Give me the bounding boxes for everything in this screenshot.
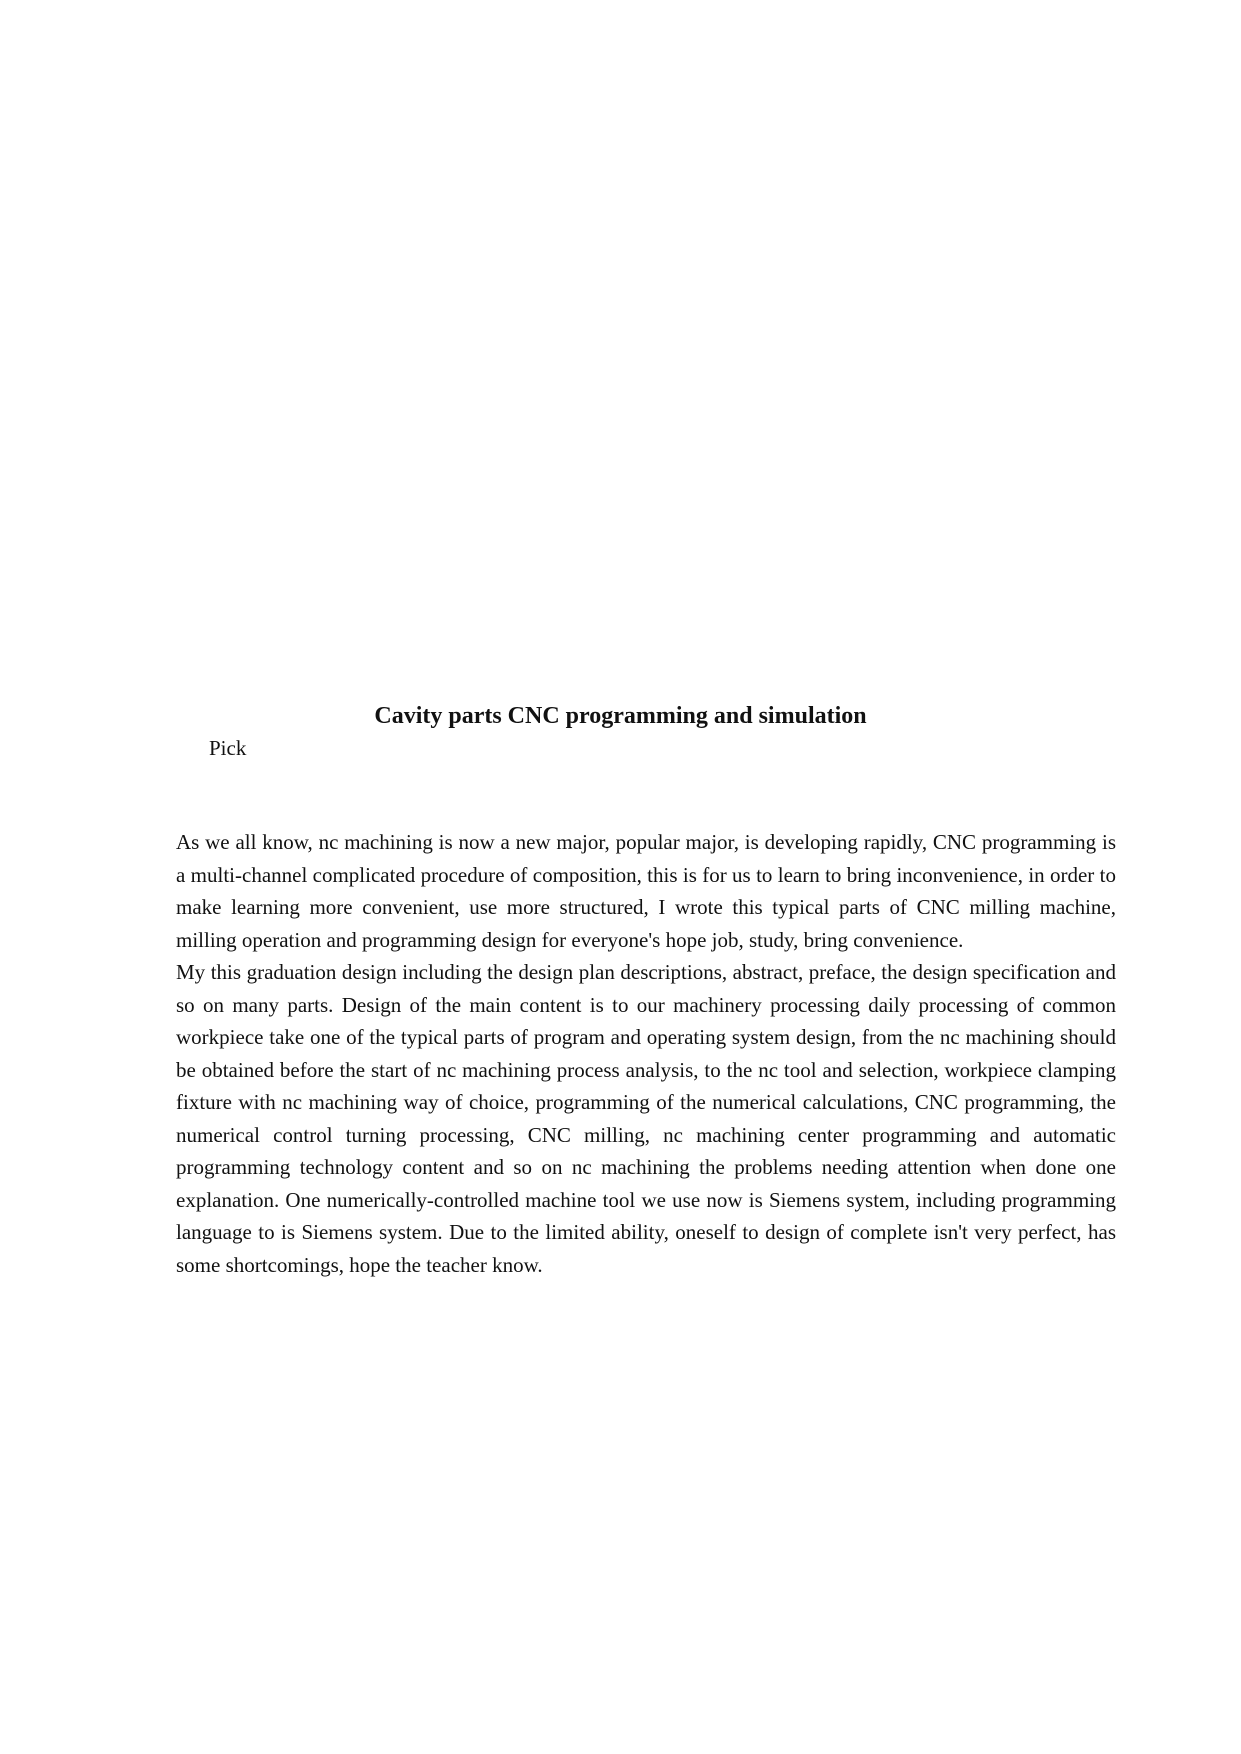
document-subtitle: Pick	[209, 736, 247, 760]
abstract-body	[176, 826, 1116, 1281]
abstract-paragraph-1: As we all know, nc machining is now a new major, popular major, is developing rapidly, CNC programming is a multi-channel complicated procedure of composition, this is for us to learn to bring inconvenience, in order to make learning more convenient, use more structured, I wrote this typical parts of CNC milling machine, milling operation and programming design for everyone's hope job, study, bring convenience.	[176, 830, 1116, 952]
document-title: Cavity parts CNC programming and simulation	[374, 703, 867, 729]
abstract-paragraph-2: My this graduation design including the design plan descriptions, abstract, preface, the design specification and so on many parts. Design of the main content is to our machinery processing daily processing of common workpiece take one of the typical parts of program and operating system design, from the nc machining should be obtained before the start of nc machining process analysis, to the nc tool and selection, workpiece clamping fixture with nc machining way of choice, programming of the numerical calculations, CNC programming, the numerical control turning processing, CNC milling, nc machining center programming and automatic programming technology content and so on nc machining the problems needing attention when done one explanation. One numerically-controlled machine tool we use now is Siemens system, including programming language to is Siemens system. Due to the limited ability, oneself to design of complete isn't very perfect, has some shortcomings, hope the teacher know.	[176, 960, 1116, 1277]
